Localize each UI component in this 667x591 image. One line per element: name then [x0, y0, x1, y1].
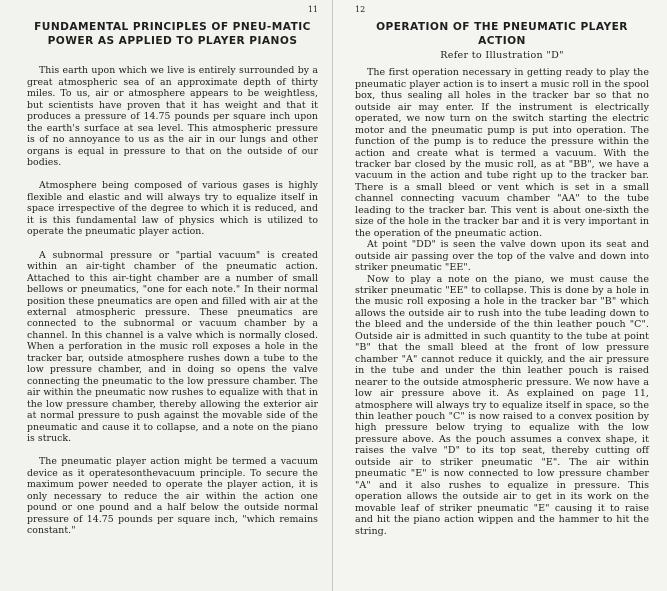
- paragraph: Atmosphere being composed of various gases is highly flexible and elastic and will always try to equalize itself in space irrespective of the degree to which it is reduced, and it is this fundamental law of physics which is utilized to operate the pneumatic player action.: [27, 180, 318, 238]
- page-number: 12: [355, 5, 366, 14]
- paragraph: The first operation necessary in getting ready to play the pneumatic player action is to insert a music roll in the spool box, thus sealing all holes in the tracker bar so that no outside air may enter. If the instrument is electrically operated, we now turn on the switch starting the electric motor and the pneumatic pump is put into operation. The function of the pump is to reduce the pressure within the action and create what is termed a vacuum. With the tracker bar closed by the music roll, as at "BB", we have a vacuum in the action and tube right up to the tracker bar. There is a small bleed or vent which is set in a small channel connecting vacuum chamber "AA" to the tube leading to the tracker bar. This vent is about one-sixth the size of the hole in the tracker bar and it is very important in the operation of the pneumatic action.: [355, 67, 649, 239]
- page-number: 11: [307, 5, 318, 14]
- illustration-reference: Refer to Illustration "D": [440, 50, 564, 62]
- chapter-title: OPERATION OF THE PNEUMATIC PLAYER ACTION: [376, 21, 628, 48]
- paragraph: A subnormal pressure or "partial vacuum" is created within an air-tight chamber of the pneumatic action. Attached to this air-tight chamber are a number of small bellows or pneumatics, "one for each note." In their normal position these pneumatics are open and filled with air at the external atmospheric pressure. These pneumatics are connected to the subnormal or vacuum chamber by a channel. In this channel is a valve which is normally closed. When a perforation in the music roll exposes a hole in the tracker bar, outside atmosphere rushes down a tube to the low pressure chamber, and in doing so opens the valve connecting the pneumatic to the low pressure chamber. The air within the pneumatic now rushes to equalize with that in the low pressure chamber, thereby allowing the exterior air at normal pressure to push against the movable side of the pneumatic and cause it to collapse, and a note on the piano is struck.: [27, 249, 318, 444]
- paragraph: This earth upon which we live is entirely surrounded by a great atmospheric sea of an approximate depth of thirty miles. To us, air or atmosphere appears to be weightless, but scientists have proven that it has weight and that it produces a pressure of 14.75 pounds per square inch upon the earth's surface at sea level. This atmospheric pressure is of no annoyance to us as the air in our lungs and other organs is equal in pressure to that on the outside of our bodies.: [27, 65, 318, 169]
- paragraph: At point "DD" is seen the valve down upon its seat and outside air passing over the top of the valve and down into striker pneumatic "EE".: [355, 239, 649, 274]
- left-page: [0, 0, 333, 591]
- paragraph: The pneumatic player action might be termed a vacuum device as it operatesonthevacuum principle. To secure the maximum power needed to operate the player action, it is only necessary to reduce the air within the action one pound or one pound and a half below the outside normal pressure of 14.75 pounds per square inch, "which remains constant.": [27, 456, 318, 537]
- paragraph: Now to play a note on the piano, we must cause the striker pneumatic "EE" to collapse. This is done by a hole in the music roll exposing a hole in the tracker bar "B" which allows the outside air to rush into the tube leading down to the bleed and the underside of the thin leather pouch "C". Outside air is admitted in such quantity to the tube at point "B" that the small bleed at the front of low pressure chamber "A" cannot reduce it quickly, and the air pressure in the tube and under the thin leather pouch is raised nearer to the outside atmospheric pressure. We now have a low air pressure above it. As explained on page 11, atmosphere will always try to equalize itself in space, so the thin leather pouch "C" is now raised to a convex position by high pressure below trying to equalize with the low pressure above. As the pouch assumes a convex shape, it raises the valve "D" to its top seat, thereby cutting off outside air to striker pneumatic "E". The air within pneumatic "E" is now connected to low pressure chamber "A" and it also rushes to equalize in pressure. This operation allows the outside air to get in its work on the movable leaf of striker pneumatic "E" causing it to raise and hit the piano action wippen and the hammer to hit the string.: [355, 273, 649, 537]
- right-page: [333, 0, 667, 591]
- chapter-title: FUNDAMENTAL PRINCIPLES OF PNEU-MATIC POWER AS APPLIED TO PLAYER PIANOS: [34, 21, 311, 48]
